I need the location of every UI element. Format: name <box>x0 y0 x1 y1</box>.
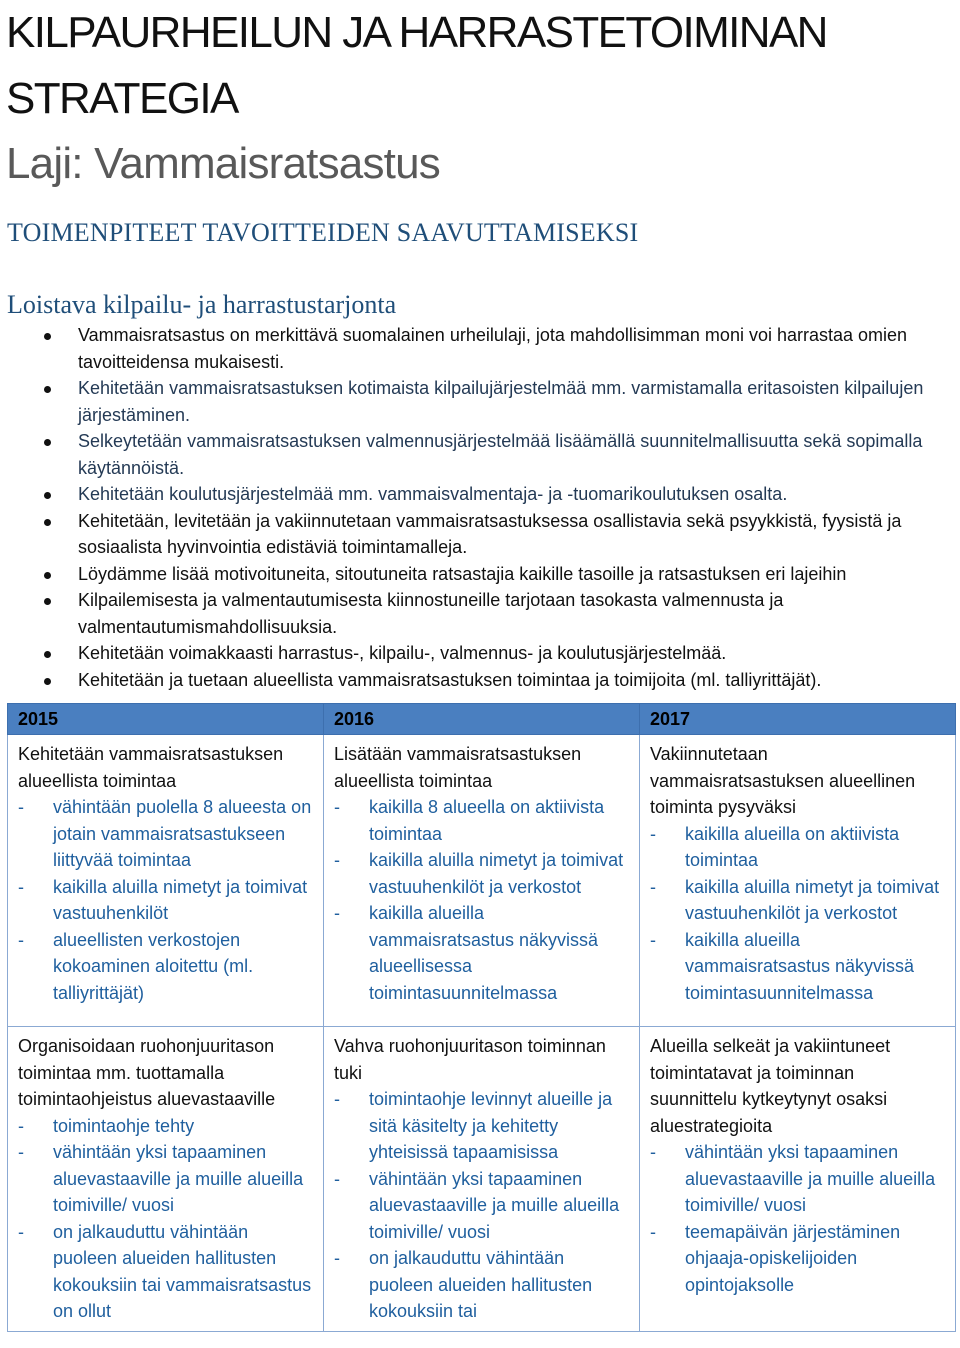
cell-intro: Vahva ruohonjuuritason toiminnan tuki <box>334 1036 606 1083</box>
list-item: - vähintään yksi tapaaminen aluevastaaville ja muille alueilla toimiville/ vuosi <box>650 1142 936 1215</box>
table-header-row <box>8 704 956 735</box>
table-cell <box>640 1027 956 1332</box>
list-item: - teemapäivän järjestäminen ohjaaja-opiskelijoiden opintojaksolle <box>650 1221 901 1295</box>
bullet-item: Selkeytetään vammaisratsastuksen valmennusjärjestelmää lisäämällä suunnitelmallisuutta sekä sopimalla käytännöistä. <box>0 428 950 481</box>
bullet-item: Löydämme lisää motivoituneita, sitoutuneita ratsastajia kaikille tasoille ja ratsastuksen eri lajeihin <box>0 561 950 588</box>
bullet-dot-icon <box>44 333 51 340</box>
bullet-item: Vammaisratsastus on merkittävä suomalainen urheilulaji, jota mahdollisimman moni voi harrastaa omien tavoitteidensa mukaisesti. <box>0 322 950 375</box>
column-header-2015: 2015 <box>8 704 324 735</box>
list-item: - kaikilla alueilla vammaisratsastus näkyvissä toimintasuunnitelmassa <box>650 929 915 1003</box>
cell-intro: Kehitetään vammaisratsastuksen alueellista toimintaa <box>18 744 284 791</box>
cell-item-list <box>18 794 313 1006</box>
list-item: - on jalkauduttu vähintään puoleen alueiden hallitusten kokouksiin tai vammaisratsastus on ollut <box>18 1221 312 1321</box>
cell-item-list <box>334 794 629 1006</box>
bullet-dot-icon <box>44 439 51 446</box>
cell-item-list <box>18 1113 313 1325</box>
cell-intro: Lisätään vammaisratsastuksen alueellista toimintaa <box>334 744 582 791</box>
bullet-item: Kehitetään koulutusjärjestelmää mm. vammaisvalmentaja- ja -tuomarikoulutuksen osalta. <box>0 481 950 508</box>
bullet-dot-icon <box>44 386 51 393</box>
title-line-2: STRATEGIA <box>6 74 238 123</box>
list-item: - on jalkauduttu vähintään puoleen alueiden hallitusten kokouksiin tai <box>334 1248 593 1321</box>
table-cell <box>324 735 640 1027</box>
cell-item-list <box>650 821 945 1007</box>
table-cell <box>8 1027 324 1332</box>
cell-intro: Vakiinnutetaan vammaisratsastuksen alueellinen toiminta pysyväksi <box>650 744 916 817</box>
list-item: - kaikilla alueilla vammaisratsastus näkyvissä alueellisessa toimintasuunnitelmassa <box>334 903 599 1003</box>
list-item: - kaikilla aluilla nimetyt ja toimivat vastuuhenkilöt ja verkostot <box>650 876 940 923</box>
subsection-heading: Loistava kilpailu- ja harrastustarjonta <box>7 290 397 319</box>
column-header-2017: 2017 <box>640 704 956 735</box>
bullet-item: Kehitetään ja tuetaan alueellista vammaisratsastuksen toimintaa ja toimijoita (ml. talliyrittäjät). <box>0 667 950 694</box>
list-item: - kaikilla alueilla on aktiivista toimintaa <box>650 823 900 870</box>
table-row <box>8 735 956 1027</box>
bullet-dot-icon <box>44 678 51 685</box>
bullet-item: Kilpailemisesta ja valmentautumisesta kiinnostuneille tarjotaan tasokasta valmennusta ja valmentautumismahdollisuuksia. <box>0 587 950 640</box>
table-cell <box>8 735 324 1027</box>
bullet-item: Kehitetään vammaisratsastuksen kotimaista kilpailujärjestelmää mm. varmistamalla eritasoisten kilpailujen järjestäminen. <box>0 375 950 428</box>
goals-bullet-list <box>0 322 950 693</box>
list-item: - vähintään puolella 8 alueesta on jotain vammaisratsastukseen liittyvää toimintaa <box>18 797 312 870</box>
table-cell <box>640 735 956 1027</box>
cell-item-list <box>650 1139 945 1298</box>
list-item: - vähintään yksi tapaaminen aluevastaaville ja muille alueilla toimiville/ vuosi <box>18 1142 304 1215</box>
table-cell <box>324 1027 640 1332</box>
list-item: - kaikilla 8 alueella on aktiivista toimintaa <box>334 797 605 844</box>
cell-intro: Alueilla selkeät ja vakiintuneet toimintatavat ja toiminnan suunnittelu kytkeytynyt osaksi aluestrategioita <box>650 1036 891 1136</box>
yearly-plan-table <box>7 703 956 1332</box>
bullet-item: Kehitetään, levitetään ja vakiinnutetaan vammaisratsastuksessa osallistavia sekä psyykkistä, fyysistä ja sosiaalista hyvinvointia edistäviä toimintamalleja. <box>0 508 950 561</box>
bullet-dot-icon <box>44 519 51 526</box>
document-subtitle: Laji: Vammaisratsastus <box>6 139 440 188</box>
list-item: - toimintaohje levinnyt alueille ja sitä käsitelty ja kehitetty yhteisissä tapaamisissa <box>334 1089 613 1162</box>
cell-item-list <box>334 1086 629 1325</box>
bullet-dot-icon <box>44 492 51 499</box>
list-item: - vähintään yksi tapaaminen aluevastaaville ja muille alueilla toimiville/ vuosi <box>334 1168 620 1242</box>
list-item: - toimintaohje tehty <box>18 1115 195 1136</box>
column-header-2016: 2016 <box>324 704 640 735</box>
document-title <box>0 0 960 132</box>
cell-intro: Organisoidaan ruohonjuuritason toimintaa mm. tuottamalla toimintaohjeistus aluevastaaville <box>18 1036 276 1109</box>
list-item: - kaikilla aluilla nimetyt ja toimivat vastuuhenkilöt ja verkostot <box>334 850 624 897</box>
section-heading: TOIMENPITEET TAVOITTEIDEN SAAVUTTAMISEKSI <box>7 218 639 247</box>
bullet-dot-icon <box>44 651 51 658</box>
bullet-item: Kehitetään voimakkaasti harrastus-, kilpailu-, valmennus- ja koulutusjärjestelmää. <box>0 640 950 667</box>
title-line-1: KILPAURHEILUN JA HARRASTETOIMINAN <box>6 8 827 57</box>
list-item: - alueellisten verkostojen kokoaminen aloitettu (ml. talliyrittäjät) <box>18 929 254 1003</box>
list-item: - kaikilla aluilla nimetyt ja toimivat vastuuhenkilöt <box>18 876 308 923</box>
table-row <box>8 1027 956 1332</box>
bullet-dot-icon <box>44 598 51 605</box>
bullet-dot-icon <box>44 572 51 579</box>
